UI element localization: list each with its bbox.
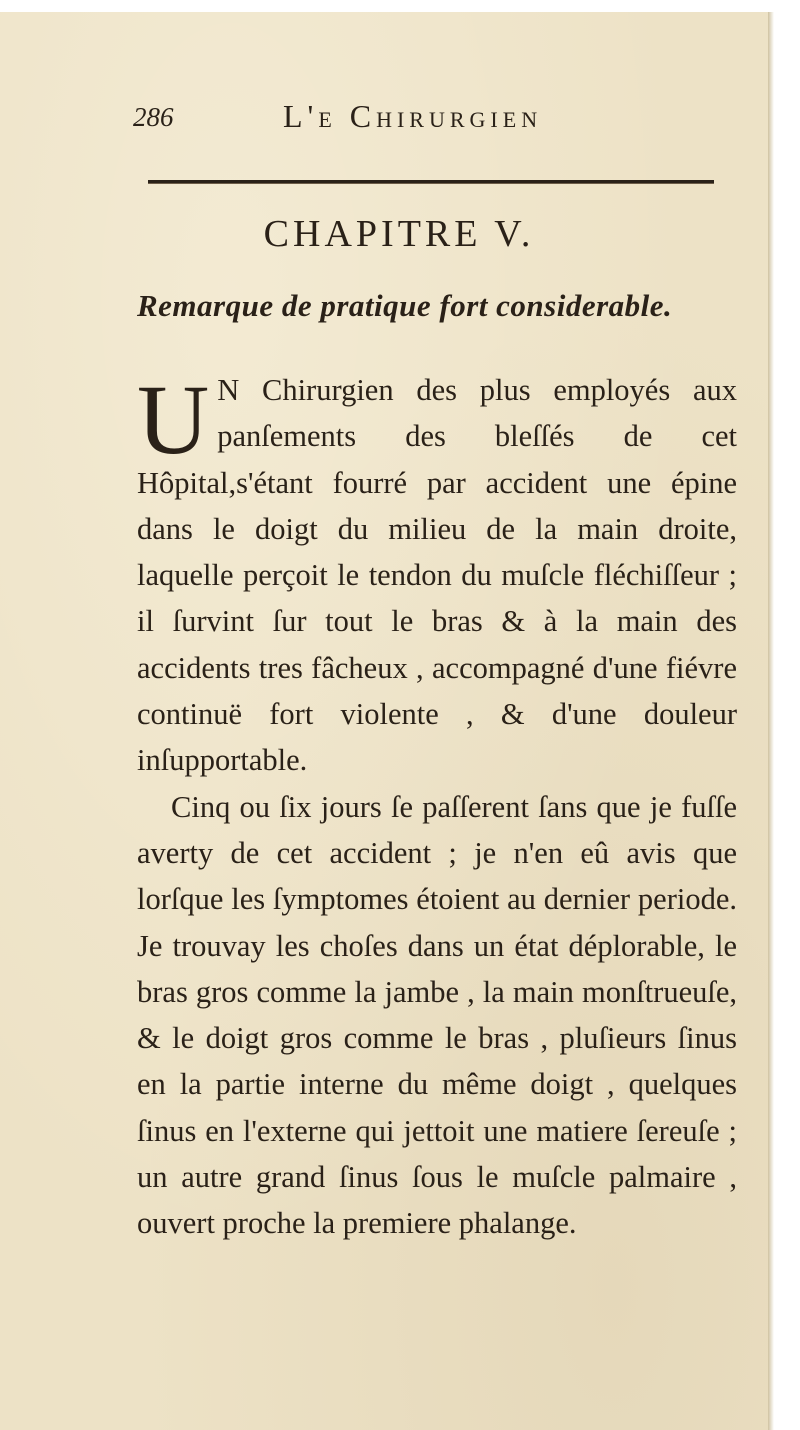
body-text bbox=[137, 364, 737, 1247]
paragraph-2 bbox=[137, 784, 737, 1247]
page-number: 286 bbox=[133, 102, 174, 132]
running-title: L'e Chirurgien bbox=[283, 98, 543, 134]
paragraph-1-text: N Chirurgien des plus employés aux panſements des bleſſés de cet Hôpital,s'étant fourré par accident une épine dans le doigt du milieu de la main droite, laquelle perçoit le tendon du muſcle fléchiſſeur ; il ſurvint ſur tout le bras & à la main des accidents tres fâcheux , accompagné d'une fiévre continuë fort violente , & d'une douleur inſupportable. bbox=[137, 373, 737, 778]
drop-cap: U bbox=[137, 364, 210, 475]
paragraph-2-text: Cinq ou ſix jours ſe paſſerent ſans que je fuſſe averty de cet accident ; je n'en eû avis que lorſque les ſymptomes étoient au dernier periode. Je trouvay les choſes dans un état déplorable, le bras gros comme la jambe , la main monſtrueuſe, & le doigt gros comme le bras , pluſieurs ſinus en la partie interne du même doigt , quelques ſinus en l'externe qui jettoit une matiere ſereuſe ; un autre grand ſinus ſous le muſcle palmaire , ouvert proche la premiere phalange. bbox=[137, 789, 737, 1241]
header-rule bbox=[148, 180, 714, 184]
paragraph-1 bbox=[137, 364, 737, 784]
chapter-subtitle: Remarque de pratique fort considerable. bbox=[137, 288, 673, 323]
chapter-title: CHAPITRE V. bbox=[263, 213, 535, 255]
running-header bbox=[133, 98, 728, 148]
book-page bbox=[0, 12, 768, 1430]
